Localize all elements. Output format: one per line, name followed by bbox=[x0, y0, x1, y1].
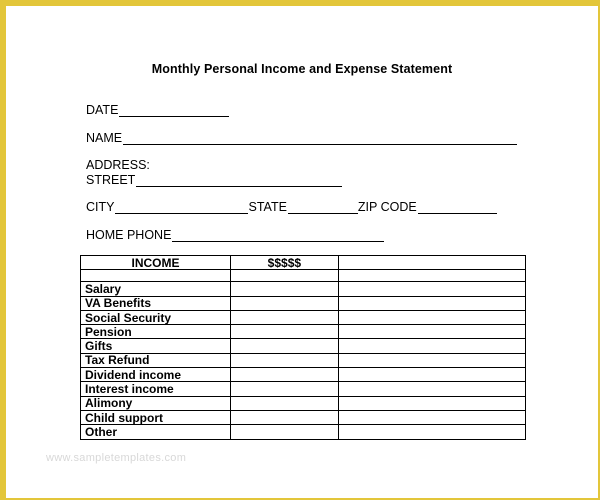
zip-input-line[interactable] bbox=[418, 202, 497, 214]
table-row bbox=[81, 353, 526, 367]
home-phone-field bbox=[86, 228, 384, 242]
amount-cell[interactable] bbox=[231, 339, 339, 353]
document-title: Monthly Personal Income and Expense Statement bbox=[151, 62, 453, 76]
home-phone-input-line[interactable] bbox=[172, 230, 384, 242]
date-field bbox=[86, 103, 229, 117]
name-input-line[interactable] bbox=[123, 133, 517, 145]
notes-cell[interactable] bbox=[338, 368, 525, 382]
amount-cell[interactable] bbox=[231, 410, 339, 424]
amount-cell[interactable] bbox=[231, 396, 339, 410]
table-row bbox=[81, 282, 526, 296]
amount-cell[interactable] bbox=[231, 368, 339, 382]
notes-cell[interactable] bbox=[338, 382, 525, 396]
city-state-zip-field bbox=[86, 200, 497, 214]
table-row bbox=[81, 310, 526, 324]
street-input-line[interactable] bbox=[136, 175, 342, 187]
income-category-cell: VA Benefits bbox=[81, 296, 231, 310]
income-category-cell: Other bbox=[81, 425, 231, 439]
table-cell[interactable] bbox=[81, 270, 231, 282]
notes-cell[interactable] bbox=[338, 425, 525, 439]
notes-column-header bbox=[338, 256, 525, 270]
amount-cell[interactable] bbox=[231, 353, 339, 367]
amount-column-header: $$$$$ bbox=[231, 256, 339, 270]
amount-cell[interactable] bbox=[231, 325, 339, 339]
state-input-line[interactable] bbox=[288, 202, 358, 214]
income-category-cell: Dividend income bbox=[81, 368, 231, 382]
table-row bbox=[81, 425, 526, 439]
street-field bbox=[86, 173, 342, 187]
table-row bbox=[81, 296, 526, 310]
income-category-cell: Gifts bbox=[81, 339, 231, 353]
table-row bbox=[81, 382, 526, 396]
document-sheet bbox=[6, 6, 598, 498]
amount-cell[interactable] bbox=[231, 296, 339, 310]
blank-spacer-row bbox=[81, 270, 526, 282]
name-label: NAME bbox=[86, 131, 123, 145]
city-label: CITY bbox=[86, 200, 115, 214]
income-category-cell: Salary bbox=[81, 282, 231, 296]
table-row bbox=[81, 410, 526, 424]
table-cell[interactable] bbox=[338, 270, 525, 282]
income-category-cell: Child support bbox=[81, 410, 231, 424]
income-category-cell: Interest income bbox=[81, 382, 231, 396]
notes-cell[interactable] bbox=[338, 353, 525, 367]
state-label: STATE bbox=[248, 200, 287, 214]
income-table-header-row bbox=[81, 256, 526, 270]
watermark-text: www.sampletemplates.com bbox=[46, 452, 187, 464]
zip-label: ZIP CODE bbox=[357, 200, 417, 214]
income-category-cell: Social Security bbox=[81, 310, 231, 324]
income-category-cell: Alimony bbox=[81, 396, 231, 410]
table-cell[interactable] bbox=[231, 270, 339, 282]
table-row bbox=[81, 368, 526, 382]
amount-cell[interactable] bbox=[231, 310, 339, 324]
notes-cell[interactable] bbox=[338, 325, 525, 339]
date-label: DATE bbox=[86, 103, 119, 117]
table-row bbox=[81, 339, 526, 353]
table-row bbox=[81, 396, 526, 410]
home-phone-label: HOME PHONE bbox=[86, 228, 172, 242]
city-input-line[interactable] bbox=[115, 202, 248, 214]
amount-cell[interactable] bbox=[231, 425, 339, 439]
notes-cell[interactable] bbox=[338, 396, 525, 410]
notes-cell[interactable] bbox=[338, 410, 525, 424]
notes-cell[interactable] bbox=[338, 296, 525, 310]
name-field bbox=[86, 131, 517, 145]
amount-cell[interactable] bbox=[231, 282, 339, 296]
notes-cell[interactable] bbox=[338, 339, 525, 353]
table-row bbox=[81, 325, 526, 339]
address-heading bbox=[86, 158, 150, 172]
amount-cell[interactable] bbox=[231, 382, 339, 396]
address-label: ADDRESS: bbox=[86, 158, 150, 172]
notes-cell[interactable] bbox=[338, 310, 525, 324]
income-column-header: INCOME bbox=[81, 256, 231, 270]
income-category-cell: Tax Refund bbox=[81, 353, 231, 367]
notes-cell[interactable] bbox=[338, 282, 525, 296]
income-table bbox=[80, 255, 526, 440]
income-category-cell: Pension bbox=[81, 325, 231, 339]
street-label: STREET bbox=[86, 173, 136, 187]
date-input-line[interactable] bbox=[119, 105, 229, 117]
